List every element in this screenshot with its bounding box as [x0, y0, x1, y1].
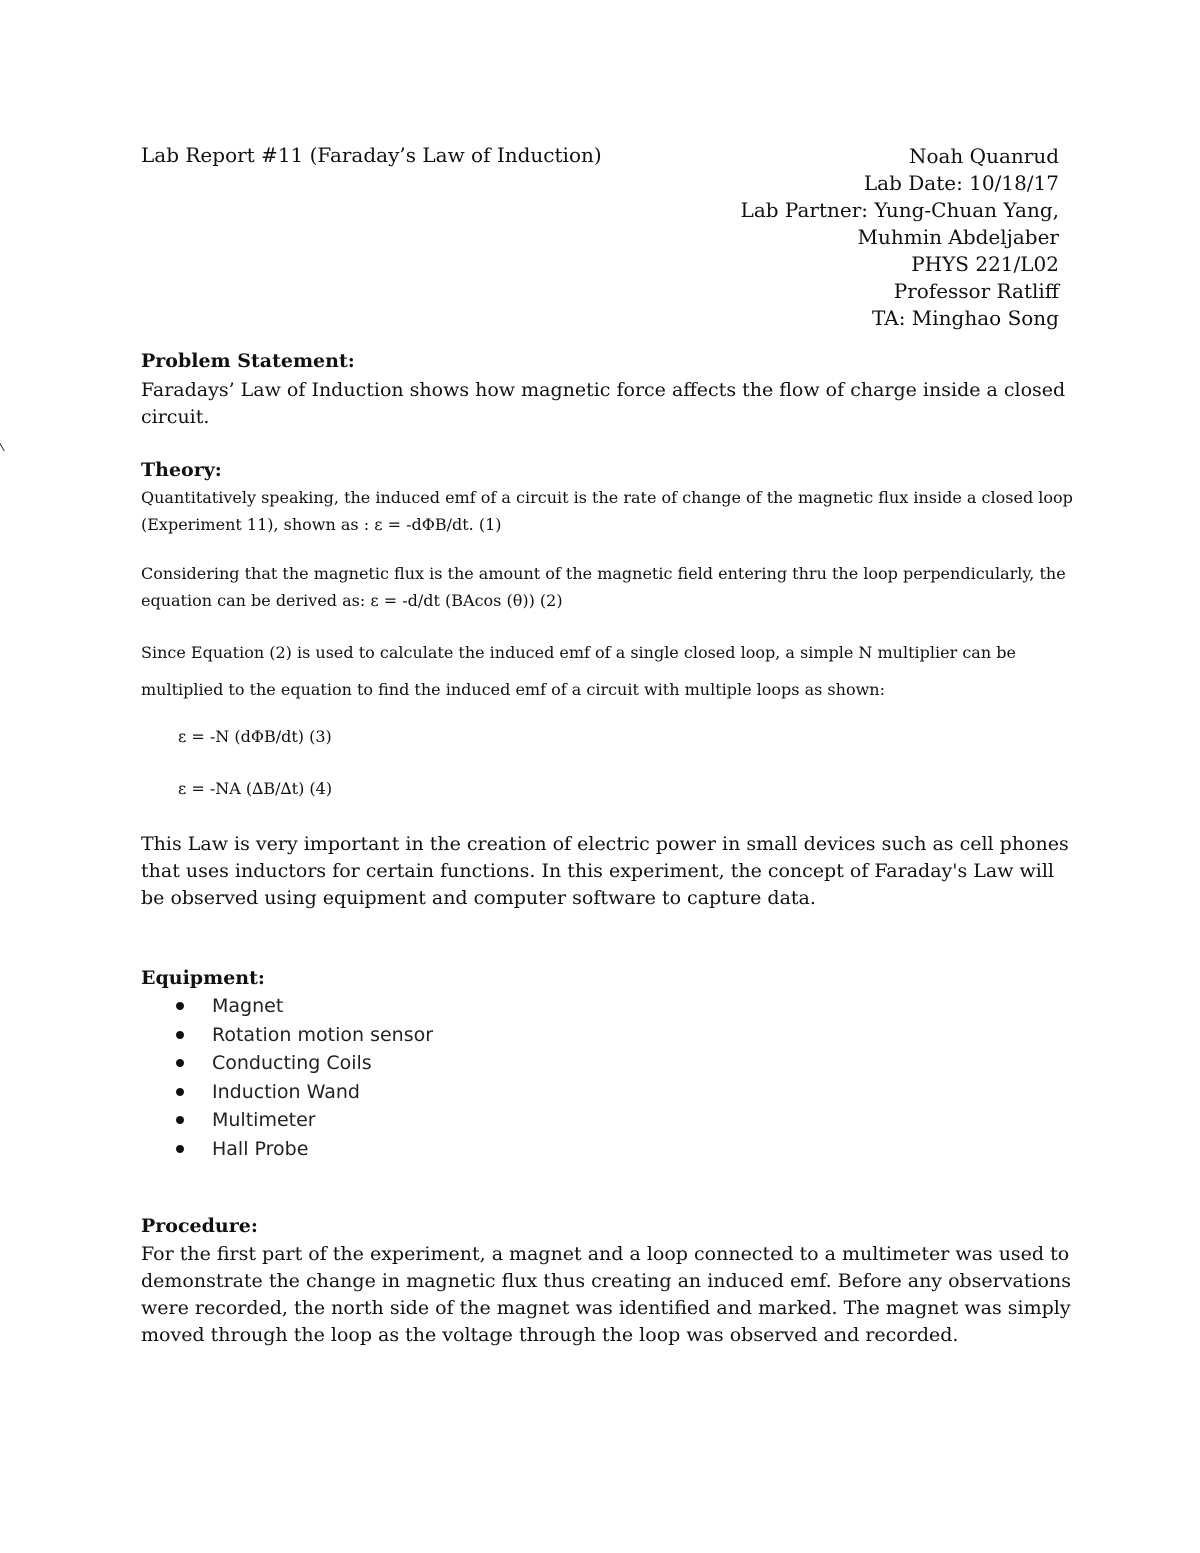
list-item — [172, 1021, 433, 1050]
theory-paragraph-1: Quantitatively speaking, the induced emf of a circuit is the rate of change of the magnetic flux inside a closed loop (Experiment 11), shown as : ε = -dΦB/dt. (1) — [141, 488, 1073, 534]
author-name: Noah Quanrud — [908, 144, 1059, 168]
theory-paragraph-2: Considering that the magnetic flux is the amount of the magnetic field entering thru the loop perpendicularly, the equation can be derived as: ε = -d/dt (BAcos (θ)) (2) — [141, 564, 1066, 610]
theory-heading: Theory: — [141, 459, 222, 481]
lab-partner-2: Muhmin Abdeljaber — [857, 225, 1059, 249]
list-item — [172, 992, 433, 1021]
equipment-heading: Equipment: — [141, 967, 265, 989]
problem-statement-text: Faradays’ Law of Induction shows how magnetic force affects the flow of charge inside a closed circuit. — [141, 379, 1066, 428]
bullet-icon — [176, 1145, 184, 1153]
bullet-icon — [176, 1116, 184, 1124]
equipment-list — [172, 992, 433, 1163]
list-item — [172, 1049, 433, 1078]
course: PHYS 221/L02 — [911, 252, 1059, 276]
bullet-icon — [176, 1031, 184, 1039]
procedure-text: For the first part of the experiment, a magnet and a loop connected to a multimeter was used to demonstrate the change in magnetic flux thus creating an induced emf. Before any observations were recorded, the north side of the magnet was identified and marked. The magnet was simply moved through the loop as the voltage through the loop was observed and recorded. — [141, 1243, 1071, 1346]
author-block — [741, 143, 1059, 332]
procedure-heading: Procedure: — [141, 1215, 258, 1237]
professor: Professor Ratliff — [893, 279, 1059, 303]
equation-3: ε = -N (dΦB/dt) (3) — [178, 727, 332, 746]
stray-mark — [0, 437, 8, 452]
equipment-item: Hall Probe — [212, 1137, 309, 1160]
equipment-item: Conducting Coils — [212, 1052, 372, 1074]
list-item — [172, 1135, 433, 1164]
theory-paragraph-3: Since Equation (2) is used to calculate the induced emf of a single closed loop, a simple N multiplier can be multiplied to the equation to find the induced emf of a circuit with multiple loops as shown: — [141, 643, 1016, 699]
report-title: Lab Report #11 (Faraday’s Law of Induction) — [141, 143, 602, 167]
theory-paragraph-4: This Law is very important in the creation of electric power in small devices such as cell phones that uses inductors for certain functions. In this experiment, the concept of Faraday's Law will be observed using equipment and computer software to capture data. — [141, 833, 1069, 909]
list-item — [172, 1106, 433, 1135]
equipment-item: Rotation motion sensor — [212, 1023, 434, 1046]
bullet-icon — [176, 1002, 184, 1010]
problem-statement-heading: Problem Statement: — [141, 350, 355, 372]
equipment-item: Multimeter — [212, 1109, 316, 1131]
lab-partner: Lab Partner: Yung-Chuan Yang, — [740, 198, 1059, 222]
list-item — [172, 1078, 433, 1107]
lab-date: Lab Date: 10/18/17 — [863, 171, 1059, 195]
equation-4: ε = -NA (∆B/∆t) (4) — [178, 779, 333, 798]
teaching-assistant: TA: Minghao Song — [872, 306, 1059, 330]
equipment-item: Induction Wand — [212, 1080, 360, 1103]
equipment-item: Magnet — [212, 995, 284, 1017]
bullet-icon — [176, 1059, 184, 1067]
bullet-icon — [176, 1088, 184, 1096]
